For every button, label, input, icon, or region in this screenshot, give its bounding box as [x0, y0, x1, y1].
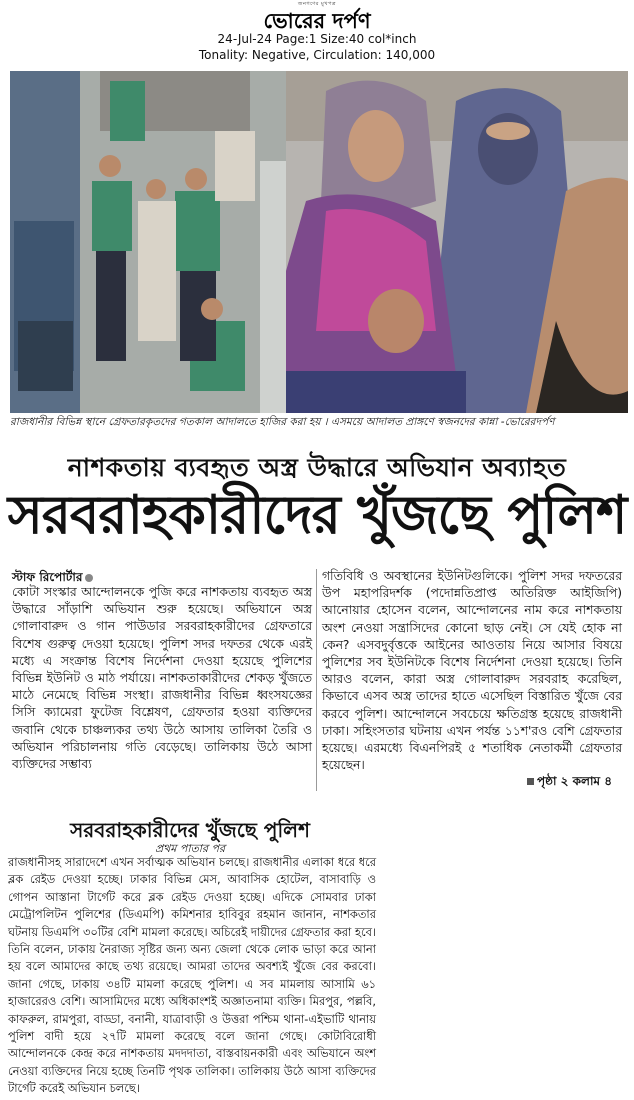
- news-photo: [10, 71, 628, 413]
- photo-relatives-crying: [286, 71, 628, 413]
- column-divider: [316, 569, 317, 791]
- jump-text: পৃষ্ঠা ২ কলাম ৪: [537, 774, 613, 788]
- article-column-2: গতিবিধি ও অবস্থানের ইউনিটগুলিকে। পুলিশ সদর দফতরের উপ মহাপরিদর্শক (পদোন্নতিপ্রাপ্ত অতিরিক্ত আইজিপি) আনোয়ার হোসেন বলেন, আন্দোলনের নাম করে নাশকতায় অংশ নেওয়া সন্ত্রাসিদের কোনো ছাড় নেই। সে যেই হোক না কেন? এসবদুর্বৃত্তকে আইনের আওতায় নিয়ে আসার বিষয়ে পুলিশের সব ইউনিটকে বিশেষ নির্দেশনা দেওয়া হয়েছে। তিনি আরও বলেন, কারা অস্ত্র গোলাবারুদ সরবরাহ করেছিল, কিভাবে এসব অস্ত্র তাদের হাতে এসেছিল বিস্তারিত খুঁজে বের করবে পুলিশ। আন্দোলনে সবচেয়ে ক্ষতিগ্রস্ত হয়েছে রাজধানী ঢাকা। সহিংসতার ঘটনায় এখন পর্যন্ত ১১শ'রও বেশি গ্রেফতার হয়েছে। এরমধ্যে বিএনপিরই ৫ শতাধিক নেতাকর্মী গ্রেফতার হয়েছেন।: [322, 569, 622, 773]
- continuation-subtitle: প্রথম পাতার পর: [154, 842, 226, 855]
- masthead: [0, 0, 634, 68]
- masthead-tagline: জনগণের মুখপত্র: [297, 1, 337, 7]
- continuation-body: রাজধানীসহ সারাদেশে এখন সর্বাত্মক অভিযান চলছে। রাজধানীর এলাকা ধরে ধরে ব্লক রেইড দেওয়া হচ্ছে। ঢাকার বিভিন্ন মেস, আবাসিক হোটেল, বাসাবাড়ি ও গোপন আস্তানা টার্গেট করে ব্লক রেইড দেওয়া হচ্ছে। এদিকে সোমবার ঢাকা মেট্রোপলিটন পুলিশের (ডিএমপি) কমিশনার হাবিবুর রহমান জানান, নাশকতার ঘটনায় ডিএমপি ৩০টির বেশি মামলা করেছে। অচিরেই দায়ীদের গ্রেফতার করা হবে। তিনি বলেন, ঢাকায় নৈরাজ্য সৃষ্টির জন্য অন্য জেলা থেকে লোক ভাড়া করে আনা হয় বলে আমাদের কাছে তথ্য রয়েছে। আমরা তাদের অবশ্যই খুঁজে বের করবো। জানা গেছে, ঢাকায় ৩৪টি মামলা করেছে পুলিশ। এ সব মামলায় আসামি ৬১ হাজারেরও বেশি। আসামিদের মধ্যে অধিকাংশই অজ্ঞাতনামা ব্যক্তি। মিরপুর, পল্লবি, কাফরুল, রামপুরা, বাড্ডা, বনানী, যাত্রাবাড়ী ও উত্তরা পশ্চিম থানা-এইভাটি থানায় পুলিশ বাদী হয়ে ২৭টি মামলা করেছে বলে জানা গেছে। কোটাবিরোধী আন্দোলনকে কেন্দ্র করে নাশকতায় মদদদাতা, বাস্তবায়নকারী এবং অভিযানে অংশ নেওয়া ব্যক্তিদের নিয়ে হচ্ছে তিনটি পৃথক তালিকা। তালিকায় উঠে আসা ব্যক্তিদের টার্গেট করেই অভিযান চলছে।: [8, 855, 376, 1096]
- continued-on-reference: [527, 773, 612, 793]
- clipping-meta-date: 24-Jul-24 Page:1 Size:40 col*inch: [217, 32, 417, 46]
- photo-caption: রাজধানীর বিভিন্ন স্থানে গ্রেফতারকৃতদের গতকাল আদালতে হাজির করা হয় । এসময়ে আদালত প্রাঙ্গণে স্বজনদের কান্না -ভোরেরদর্পণ: [10, 413, 628, 431]
- clipping-meta-tonality: Tonality: Negative, Circulation: 140,000: [198, 48, 436, 62]
- article-kicker: নাশকতায় ব্যবহৃত অস্ত্র উদ্ধারে অভিযান অব্যাহত: [67, 453, 567, 482]
- continuation-title: সরবরাহকারীদের খুঁজছে পুলিশ: [70, 818, 310, 842]
- photo-court-police-illustration: [10, 71, 286, 413]
- bullet-icon: [85, 574, 93, 582]
- article-headline: সরবরাহকারীদের খুঁজছে পুলিশ: [7, 485, 627, 546]
- photo-relatives-illustration: [286, 71, 628, 413]
- square-bullet-icon: [527, 778, 534, 785]
- article-column-1: কোটা সংস্কার আন্দোলনকে পুজি করে নাশকতায় ব্যবহৃত অস্ত্র উদ্ধারে সাঁড়াশি অভিযান শুরু হয়েছে। অভিযানে অস্ত্র গোলাবারুদ ও গান পাউডার সরবরাহকারীদের গ্রেফতারে বিশেষ গুরুত্ব দেওয়া হয়েছে। পুলিশ সদর দফতর থেকে এরই মধ্যে এ সংক্রান্ত বিশেষ নির্দেশনা দেওয়া হয়েছে পুলিশের বিভিন্ন ইউনিট ও মাঠ পর্যায়ে। নাশকতাকারীদের শেকড় খুঁজতে মাঠে নেমেছে বিভিন্ন সংস্থা। রাজধানীর বিভিন্ন ধ্বংসযজ্ঞের সিসি ক্যামেরা ফুটেজ বিশ্লেষণ, গ্রেফতার হওয়া ব্যক্তিদের জবানি থেকে চাঞ্চল্যকর তথ্য উঠে আসায় তালিকা তৈরি ও অভিযান পরিচালনায় গতি বেড়েছে। তালিকায় উঠে আসা ব্যক্তিদের সম্ভাব্য: [12, 585, 312, 772]
- byline-text: স্টাফ রিপোর্টার: [12, 570, 83, 584]
- logo-text: ভোরের দর্পণ: [263, 8, 371, 33]
- photo-court-police: [10, 71, 286, 413]
